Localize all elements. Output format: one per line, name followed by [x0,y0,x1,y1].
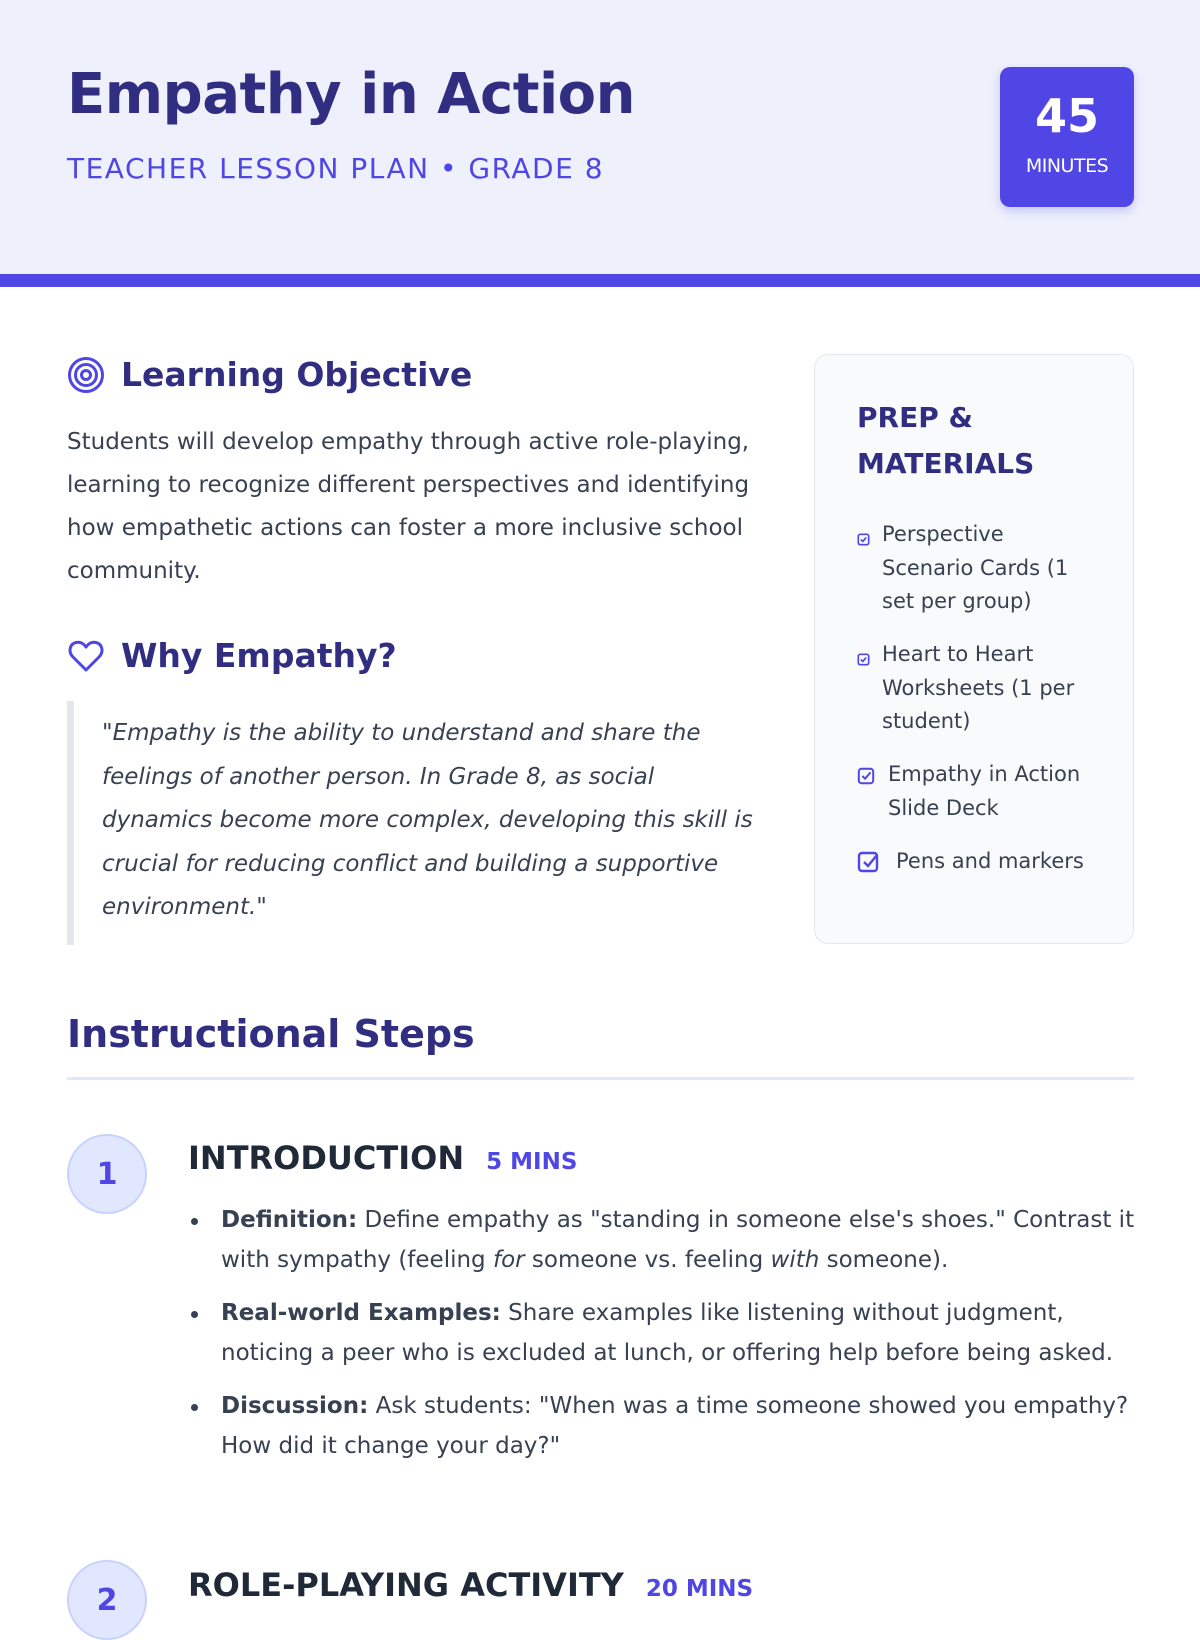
materials-title: PREP & MATERIALS [857,401,1035,480]
objective-text: Students will develop empathy through active role-playing, learning to recognize different perspectives and identifying how empathetic actions can foster a more inclusive school community. [67,429,750,584]
duration-unit: MINUTES [1025,155,1109,177]
material-item [857,845,1117,879]
bullet-emphasis: with [770,1247,820,1273]
objective-heading-label: Learning Objective [121,355,473,394]
bullet-text: Share examples like listening without judgment, noticing a peer who is excluded at lunch, or offering help before being asked. [221,1300,1114,1366]
bullet-text: Ask students: "When was a time someone showed you empathy? How did it change your day?" [221,1393,1129,1459]
material-label: Pens and markers [896,849,1084,873]
step-time: 5 MINS [486,1149,578,1175]
header [0,0,1200,274]
checkbox-icon [857,531,870,544]
objective-heading [67,355,472,394]
step-title [188,1566,753,1604]
steps-heading: Instructional Steps [67,1012,475,1056]
list-item [188,1200,1138,1280]
step-name: ROLE-PLAYING ACTIVITY [188,1566,624,1604]
step-bullet-list [188,1200,1138,1479]
step-number: 1 [67,1134,147,1214]
material-item [857,638,1097,739]
list-item [188,1293,1138,1373]
material-item [857,518,1097,619]
empathy-quote: "Empathy is the ability to understand and share the feelings of another person. In Grade 8, as social dynamics become more complex, developing this skill is crucial for reducing conflict and building a supportive environment." [67,701,767,945]
checkbox-icon [857,767,875,785]
why-heading [67,636,397,675]
duration-badge [1000,67,1134,207]
material-label: Perspective Scenario Cards (1 set per group) [882,522,1069,613]
heart-icon [67,637,105,675]
materials-card [814,354,1134,944]
material-label: Empathy in Action Slide Deck [888,762,1081,820]
bullet-label: Definition: [221,1207,358,1233]
checkbox-icon [857,651,870,664]
step-title [188,1139,577,1177]
target-icon [67,356,105,394]
page-title: Empathy in Action [67,62,636,127]
step-time: 20 MINS [645,1576,754,1602]
step-number: 2 [67,1560,147,1640]
checkbox-icon [857,850,881,874]
bullet-emphasis: for [492,1247,525,1273]
list-item [188,1386,1138,1466]
divider [67,1077,1134,1080]
duration-number: 45 [1034,89,1099,143]
bullet-text: Define empathy as "standing in someone else's shoes." Contrast it with sympathy (feeling [221,1207,1135,1273]
header-accent-bar [0,274,1200,287]
page-subtitle: TEACHER LESSON PLAN • GRADE 8 [67,152,605,185]
bullet-label: Real-world Examples: [221,1300,501,1326]
bullet-text: someone vs. feeling [524,1247,771,1273]
bullet-text: someone). [819,1247,949,1273]
bullet-label: Discussion: [221,1393,369,1419]
material-item [857,758,1097,825]
material-label: Heart to Heart Worksheets (1 per student) [882,642,1075,733]
why-heading-label: Why Empathy? [121,636,397,675]
step-name: INTRODUCTION [188,1139,465,1177]
